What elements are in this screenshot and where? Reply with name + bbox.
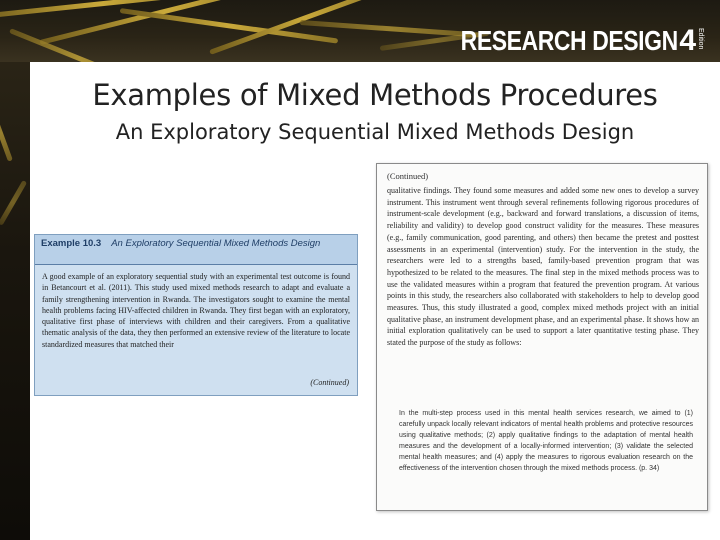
brand-edition-label: Edition xyxy=(697,28,704,50)
brand-edition-number: 4 xyxy=(679,24,696,57)
page-body: qualitative findings. They found some measures and added some new ones to develop a survey instrument. This instrument went through several refinements following rigorous procedures of instrument-scale development (e.g., backward and forward translations, a discussion of items, reliability and validity) to develop good construct validity for the measures. These measures (e.g., family communication, good parenting, and others) then became the pretest and posttest assessments in an experimental (intervention) study. For the intervention in the study, the researchers were led to a strengths based, family-based prevention program that was hypothesized to be related to the measures. The final step in the mixed methods process was to use the validated measures within a program that featured the prevention program. At various points in this study, the researchers also collaborated with stakeholders to help to develop good measures. Thus, this study illustrated a good, complex mixed methods project with an initial qualitative phase, an instrument development phase, and an experimental phase. It shows how an initial exploration qualitatively can be used to support a later quantitative testing phase. They stated the purpose of the study as follows: xyxy=(387,186,699,348)
example-continued: (Continued) xyxy=(310,378,349,387)
slide-title: Examples of Mixed Methods Procedures xyxy=(92,78,658,112)
decorative-stick xyxy=(0,180,27,226)
example-number: Example 10.3 xyxy=(41,238,102,249)
brand-name: RESEARCH DESIGN xyxy=(460,25,678,56)
slide-subtitle: An Exploratory Sequential Mixed Methods Design xyxy=(115,120,635,144)
example-header xyxy=(35,235,357,265)
page-continued-header: (Continued) xyxy=(387,171,429,181)
continued-page xyxy=(376,163,708,511)
brand-logo xyxy=(413,24,704,58)
example-box xyxy=(34,234,358,396)
page-quote: In the multi-step process used in this mental health services research, we aimed to (1) carefully unpack locally relevant indicators of mental health problems and protective resources using qualitative methods; (2) apply qualitative findings to the adaptation of mental health measures and the development of a locally-informed intervention; (3) validate the selected mental health measures; and (4) apply the measures to rigorous evaluation research on the effectiveness of the intervention chosen through the mixed methods process. (p. 34) xyxy=(399,410,693,472)
decorative-stick xyxy=(0,104,13,162)
decorative-stick xyxy=(120,8,339,44)
header-banner xyxy=(0,0,720,62)
left-decorative-strip xyxy=(0,62,30,540)
example-body: A good example of an exploratory sequential study with an experimental test outcome is found in Betancourt et al. (2011). This study used mixed methods research to adapt and evaluate a family strengthening intervention in Rwanda. The investigators sought to examine the mental health problems facing HIV-affected children in Rwanda. They first began with an exploratory, qualitative first phase of interviews with children and their caregivers. From a qualitative thematic analysis of the data, they then performed an extensive review of the literature to locate standardized measures that matched their xyxy=(42,272,350,349)
example-title: An Exploratory Sequential Mixed Methods Design xyxy=(111,238,321,249)
